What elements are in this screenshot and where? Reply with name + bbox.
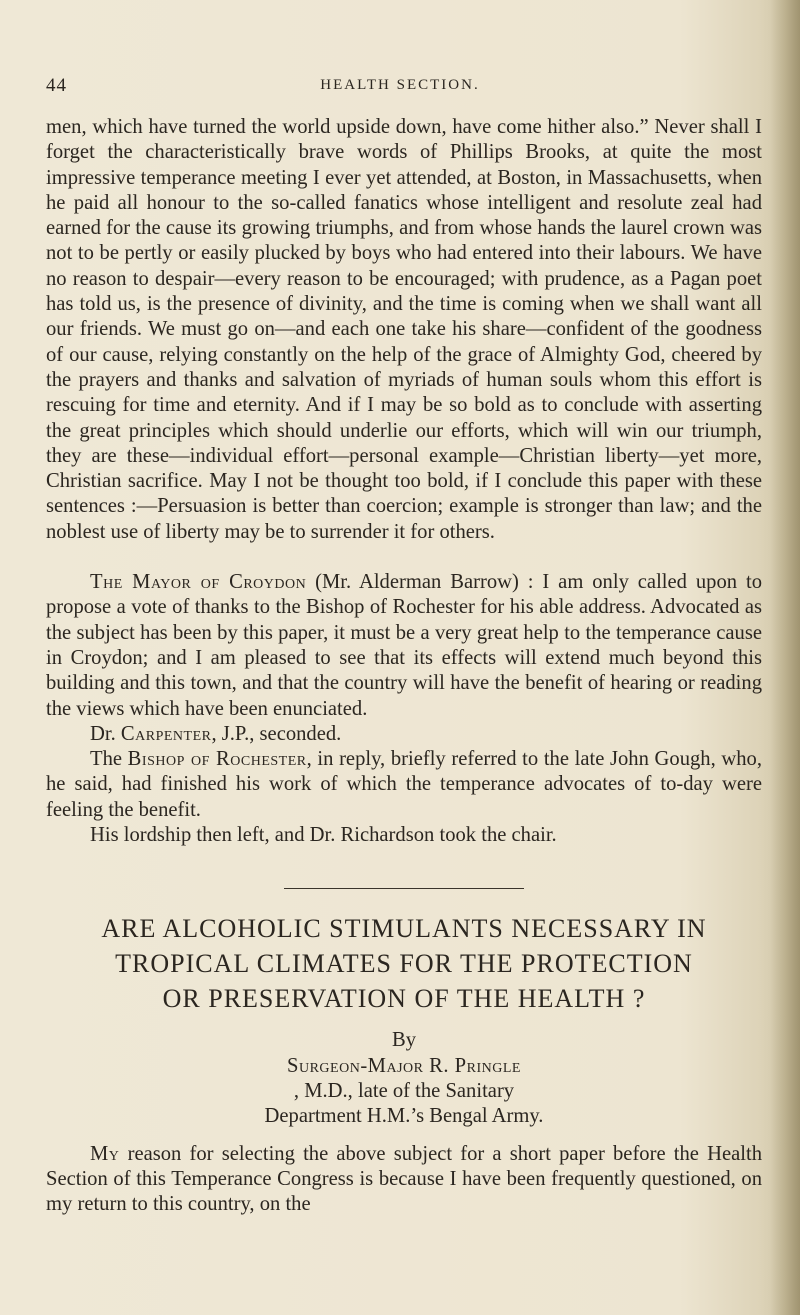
section-title-line-2: TROPICAL CLIMATES FOR THE PROTECTION: [115, 949, 693, 979]
section-title-line-1: ARE ALCOHOLIC STIMULANTS NECESSARY IN: [101, 914, 707, 944]
speaker-mayor: The Mayor of Croydon: [90, 571, 307, 594]
paragraph-1: men, which have turned the world upside down, have come hither also.” Never shall I forget the characteristically brave words of Phillips Brooks, at quite the most impressive temperance meeting I ever yet attended, at Boston, in Massachusetts, when he paid all honour to the so-called fanatics whose intelligent and resolute zeal had earned for the cause its growing triumphs, and from whose hands the laurel crown was not to be pertly or easily plucked by boys who had entered into their labours. We have no reason to despair—every reason to be encouraged; with prudence, as a Pagan poet has told us, is the presence of divinity, and the time is coming when we shall want all our friends. We must go on—and each one take his share—confident of the goodness of our cause, relying constantly on the help of the grace of Almighty God, cheered by the prayers and thanks and salvation of myriads of human souls whom this effort is rescuing for time and eternity. And if I may be so bold as to conclude with asserting the great principles which should underlie our efforts, which will win our triumph, they are these—individual effort—personal example—Christian liberty—yet more, Christian sacrifice. May I not be thought too bold, if I conclude this paper with these sentences :—Persuasion is better than coercion; example is stronger than law; and the noblest use of liberty may be to surrender it for others.: [46, 116, 762, 543]
paragraph-mayor-text: (Mr. Alderman Barrow) : I am only called upon to propose a vote of thanks to the Bishop of Rochester for his able address. Advocated as the subject has been by this paper, it must be a very great help to the temperance cause in Croydon; and I am pleased to see that its effects will extend much beyond this building and this town, and that the country will have the benefit of hearing or reading the views which have been enunciated.: [46, 571, 762, 720]
running-head: HEALTH SECTION.: [320, 77, 480, 93]
body-text: [46, 115, 762, 1217]
speaker-bishop: Bishop of Rochester: [127, 748, 307, 771]
author-byline: [46, 1028, 762, 1129]
section-title: [46, 911, 762, 1016]
byline-rest: , M.D., late of the Sanitary: [293, 1079, 515, 1102]
section-title-line-3: OR PRESERVATION OF THE HEALTH ?: [162, 984, 646, 1014]
opening-word: My: [90, 1142, 120, 1165]
paragraph-carpenter-text: , J.P., seconded.: [211, 722, 342, 745]
paragraph-bishop: [46, 747, 762, 823]
paragraph-carpenter-prefix: Dr.: [90, 722, 121, 745]
section-divider: [284, 888, 524, 889]
byline-line-1: [46, 1028, 762, 1104]
paragraph-bishop-prefix: The: [90, 748, 128, 771]
page-edge-shadow: [770, 0, 800, 1315]
paragraph-lordship: His lordship then left, and Dr. Richardson took the chair.: [90, 824, 557, 847]
paragraph-bishop-text: , in reply, briefly referred to the late John Gough, who, he said, had finished his work of which the temperance advocates of to-day were feeling the benefit.: [46, 748, 763, 821]
paragraph-opening: [46, 1142, 762, 1218]
byline-author: Surgeon-Major R. Pringle: [287, 1054, 521, 1077]
byline-prefix: By: [391, 1029, 417, 1052]
paragraph-mayor: [46, 570, 762, 722]
speaker-carpenter: Carpenter: [120, 722, 212, 745]
paragraph-carpenter: [46, 722, 762, 747]
page-header: [0, 75, 800, 105]
byline-line-2: Department H.M.’s Bengal Army.: [264, 1105, 544, 1128]
opening-text: reason for selecting the above subject for a short paper before the Health Section of this Temperance Congress is because I have been frequently questioned, on my return to this country, on the: [46, 1142, 762, 1216]
page-number: 44: [46, 75, 67, 96]
